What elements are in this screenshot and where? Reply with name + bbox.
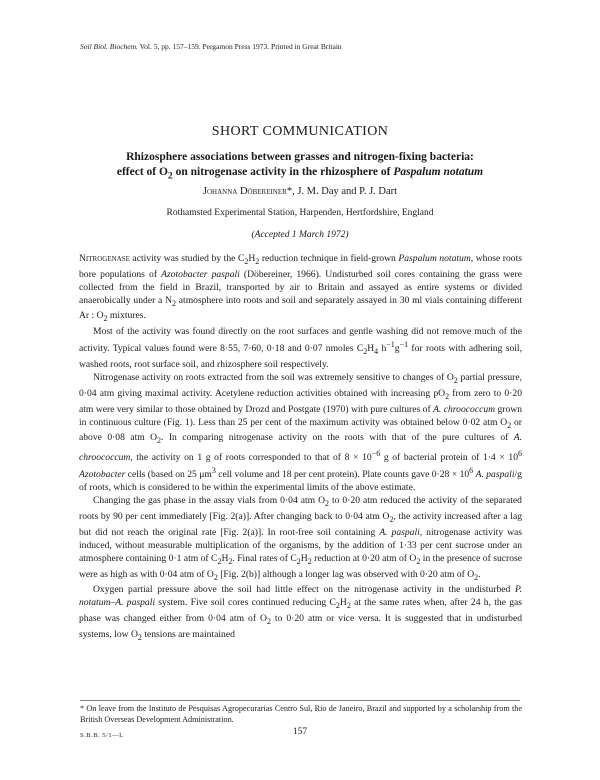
paragraph: Oxygen partial pressure above the soil had little effect on the nitrogenase activity in the undisturbed P. notatum–A. paspali system. Five soil cores continued reducing $C_2H_2$ at the same rates when, after 24 h, the gas phase was changed either from 0·04 atm of $O_2$ to 0·20 atm or vice versa. It is suggested that in undisturbed systems, low $O_2$ tensions are maintained bbox=[79, 584, 523, 642]
journal-name: Soil Biol. Biochem. bbox=[80, 42, 138, 51]
article-body bbox=[79, 253, 522, 645]
footnote-text: On leave from the Instituto de Pesquisas Agropecurarias Centro Sul, Rio de Janeiro, Brazil and supported by a scholarship from the British Overseas Development Administration. bbox=[80, 704, 522, 724]
accepted-date: (Accepted 1 March 1972) bbox=[251, 230, 349, 240]
signature-code: S.B.B. 5/1—L bbox=[80, 732, 124, 739]
paragraph: Nitrogenase activity was studied by the $C_2H_2$ reduction technique in field-grown Paspalum notatum, whose roots bore populations of Azotobacter paspali (Döbereiner, 1966). Undisturbed soil cores containing the grass were collected from the field in Brazil, transported by air to Britain and assayed as entire systems or divided anaerobically under a $N_2$ atmosphere into roots and soil and separately assayed in 30 ml vials containing different Ar : $O_2$ mixtures. bbox=[79, 253, 522, 324]
article-title: Rhizosphere associations between grasses and nitrogen-fixing bacteria: effect of $O_2$ on nitrogenase activity in the rhizosphere of Paspalum notatum bbox=[116, 151, 484, 182]
running-header bbox=[80, 42, 342, 51]
footnote-mark: * bbox=[80, 704, 85, 713]
paragraph: Nitrogenase activity on roots extracted from the soil was extremely sensitive to changes of $O_2$ partial pressure, 0·04 atm giving maximal activity. Acetylene reduction activities obtained with increasing $pO_2$ from zero to 0·20 atm were very similar to those obtained by Drozd and Postgate (1970) with pure cultures of A. chroococcum grown in continuous culture (Fig. 1). Less than 25 per cent of the maximum activity was obtained below 0·02 atm $O_2$ or above 0·08 atm $O_2$. In comparing nitrogenase activity on the roots with that of the pure cultures of A. chroococcum, the activity on 1 g of roots corresponded to that of $8 \times 10^{-6}$ g of bacterial protein of $1\cdot 4 \times 10^6$ Azotobacter cells (based on 25 $\mu m^3$ cell volume and 18 per cent protein). Plate counts gave $0\cdot 28 \times 10^6$ A. paspali/g of roots, which is considered to be within the experimental limits of the above estimate. bbox=[79, 372, 523, 494]
page-number: 157 bbox=[292, 727, 308, 737]
paragraph: Most of the activity was found directly on the root surfaces and gentle washing did not remove much of the activity. Typical values found were 8·55, 7·60, 0·18 and 0·07 nmoles $C_2H_4$ $h^{-1}g^{-1}$ for roots with adhering soil, washed roots, root surface soil, and rhizosphere soil respectively. bbox=[79, 326, 522, 371]
footnote bbox=[80, 704, 522, 725]
citation-info: Vol. 5, pp. 157–159. Pergamon Press 1973. Printed in Great Britain bbox=[139, 42, 342, 51]
author-footnote-mark: * bbox=[286, 186, 293, 197]
section-label: SHORT COMMUNICATION bbox=[211, 124, 389, 139]
affiliation: Rothamsted Experimental Station, Harpenden, Hertfordshire, England bbox=[166, 208, 434, 218]
author-list: Johanna Döbereiner*, J. M. Day and P. J. Dart bbox=[202, 186, 398, 197]
paragraph: Changing the gas phase in the assay vials from 0·04 atm $O_2$ to 0·20 atm reduced the activity of the separated roots by 90 per cent immediately [Fig. 2(a)]. After changing back to 0·04 atm $O_2$, the activity increased after a lag but did not reach the original rate [Fig. 2(a)]. In root-free soil containing A. paspali, nitrogenase activity was induced, without measurable multiplication of the organisms, by the addition of 1·33 per cent sucrose under an atmosphere containing 0·1 atm of $C_2H_2$. Final rates of $C_2H_2$ reduction at 0·20 atm of $O_2$ in the presence of sucrose were as high as with 0·04 atm of $O_2$ [Fig. 2(b)] although a longer lag was observed with 0·20 atm of $O_2$. bbox=[79, 495, 523, 582]
author-name: , J. M. Day bbox=[292, 186, 339, 197]
author-name: P. J. Dart bbox=[359, 186, 398, 197]
footnote-divider bbox=[80, 700, 520, 701]
author-name: Johanna Döbereiner bbox=[202, 186, 287, 197]
